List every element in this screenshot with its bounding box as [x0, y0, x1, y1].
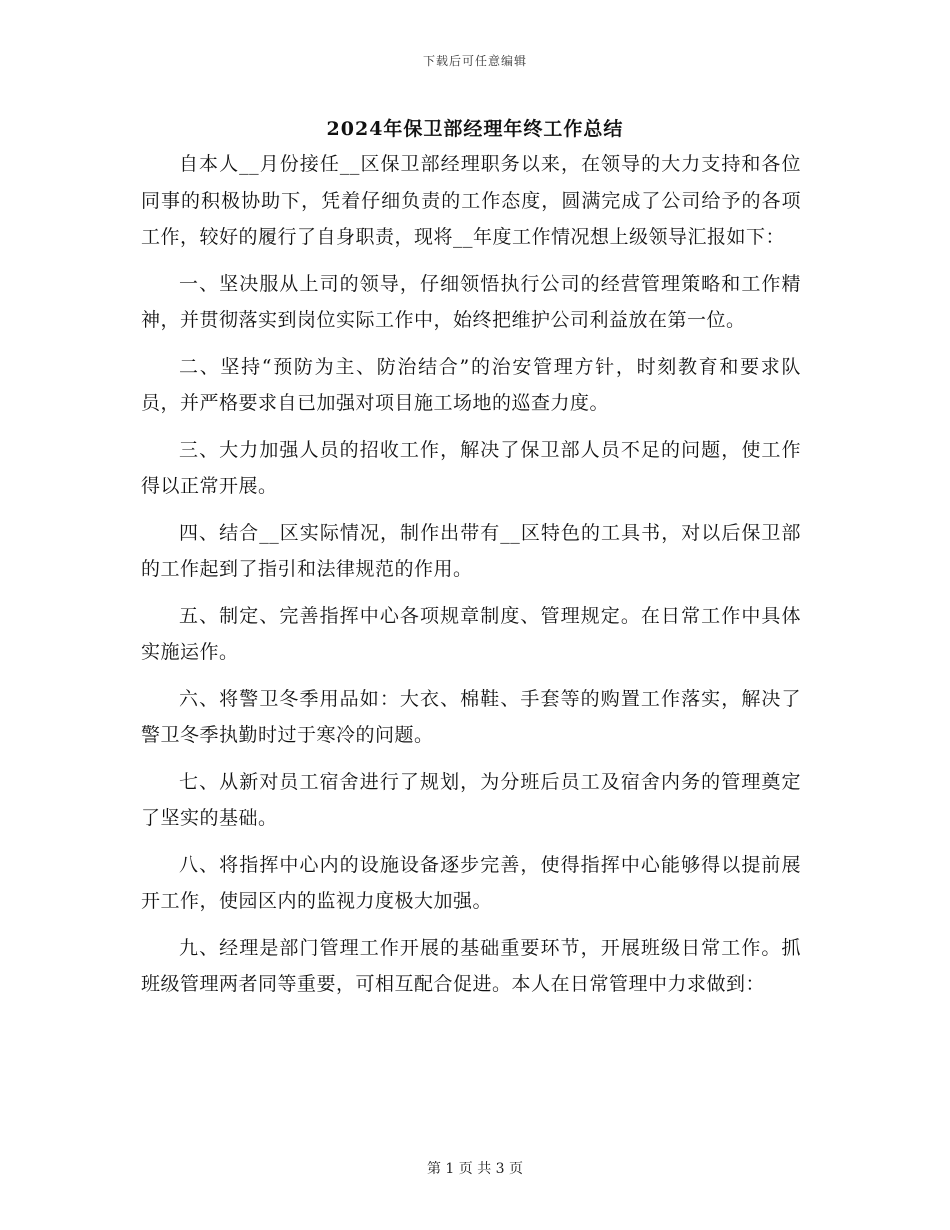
paragraph-item-8: 八、将指挥中心内的设施设备逐步完善，使得指挥中心能够得以提前展开工作，使园区内的监视力度极大加强。 [141, 853, 801, 912]
page-header-note: 下载后可任意编辑 [422, 54, 527, 68]
paragraph-intro: 自本人__月份接任__区保卫部经理职务以来，在领导的大力支持和各位同事的积极协助下，凭着仔细负责的工作态度，圆满完成了公司给予的各项工作，较好的履行了自身职责，现将__年度工作情况想上级领导汇报如下： [141, 153, 801, 248]
paragraph-item-2: 二、坚持“预防为主、防治结合”的治安管理方针，时刻教育和要求队员，并严格要求自已加强对项目施工场地的巡查力度。 [141, 355, 801, 414]
page-number: 第 1 页 共 3 页 [426, 1161, 524, 1177]
document-body [141, 146, 801, 1013]
paragraph-item-1: 一、坚决服从上司的领导，仔细领悟执行公司的经营管理策略和工作精神，并贯彻落实到岗位实际工作中，始终把维护公司利益放在第一位。 [141, 272, 801, 331]
paragraph-item-9: 九、经理是部门管理工作开展的基础重要环节，开展班级日常工作。抓班级管理两者同等重要，可相互配合促进。本人在日常管理中力求做到： [141, 936, 801, 995]
paragraph-item-4: 四、结合__区实际情况，制作出带有__区特色的工具书，对以后保卫部的工作起到了指引和法律规范的作用。 [141, 521, 801, 580]
paragraph-item-5: 五、制定、完善指挥中心各项规章制度、管理规定。在日常工作中具体实施运作。 [141, 604, 801, 663]
paragraph-item-6: 六、将警卫冬季用品如：大衣、棉鞋、手套等的购置工作落实，解决了警卫冬季执勤时过于寒冷的问题。 [141, 687, 801, 746]
paragraph-item-3: 三、大力加强人员的招收工作，解决了保卫部人员不足的问题，使工作得以正常开展。 [141, 438, 801, 497]
paragraph-item-7: 七、从新对员工宿舍进行了规划，为分班后员工及宿舍内务的管理奠定了坚实的基础。 [141, 770, 801, 829]
document-title: 2024年保卫部经理年终工作总结 [326, 118, 624, 140]
